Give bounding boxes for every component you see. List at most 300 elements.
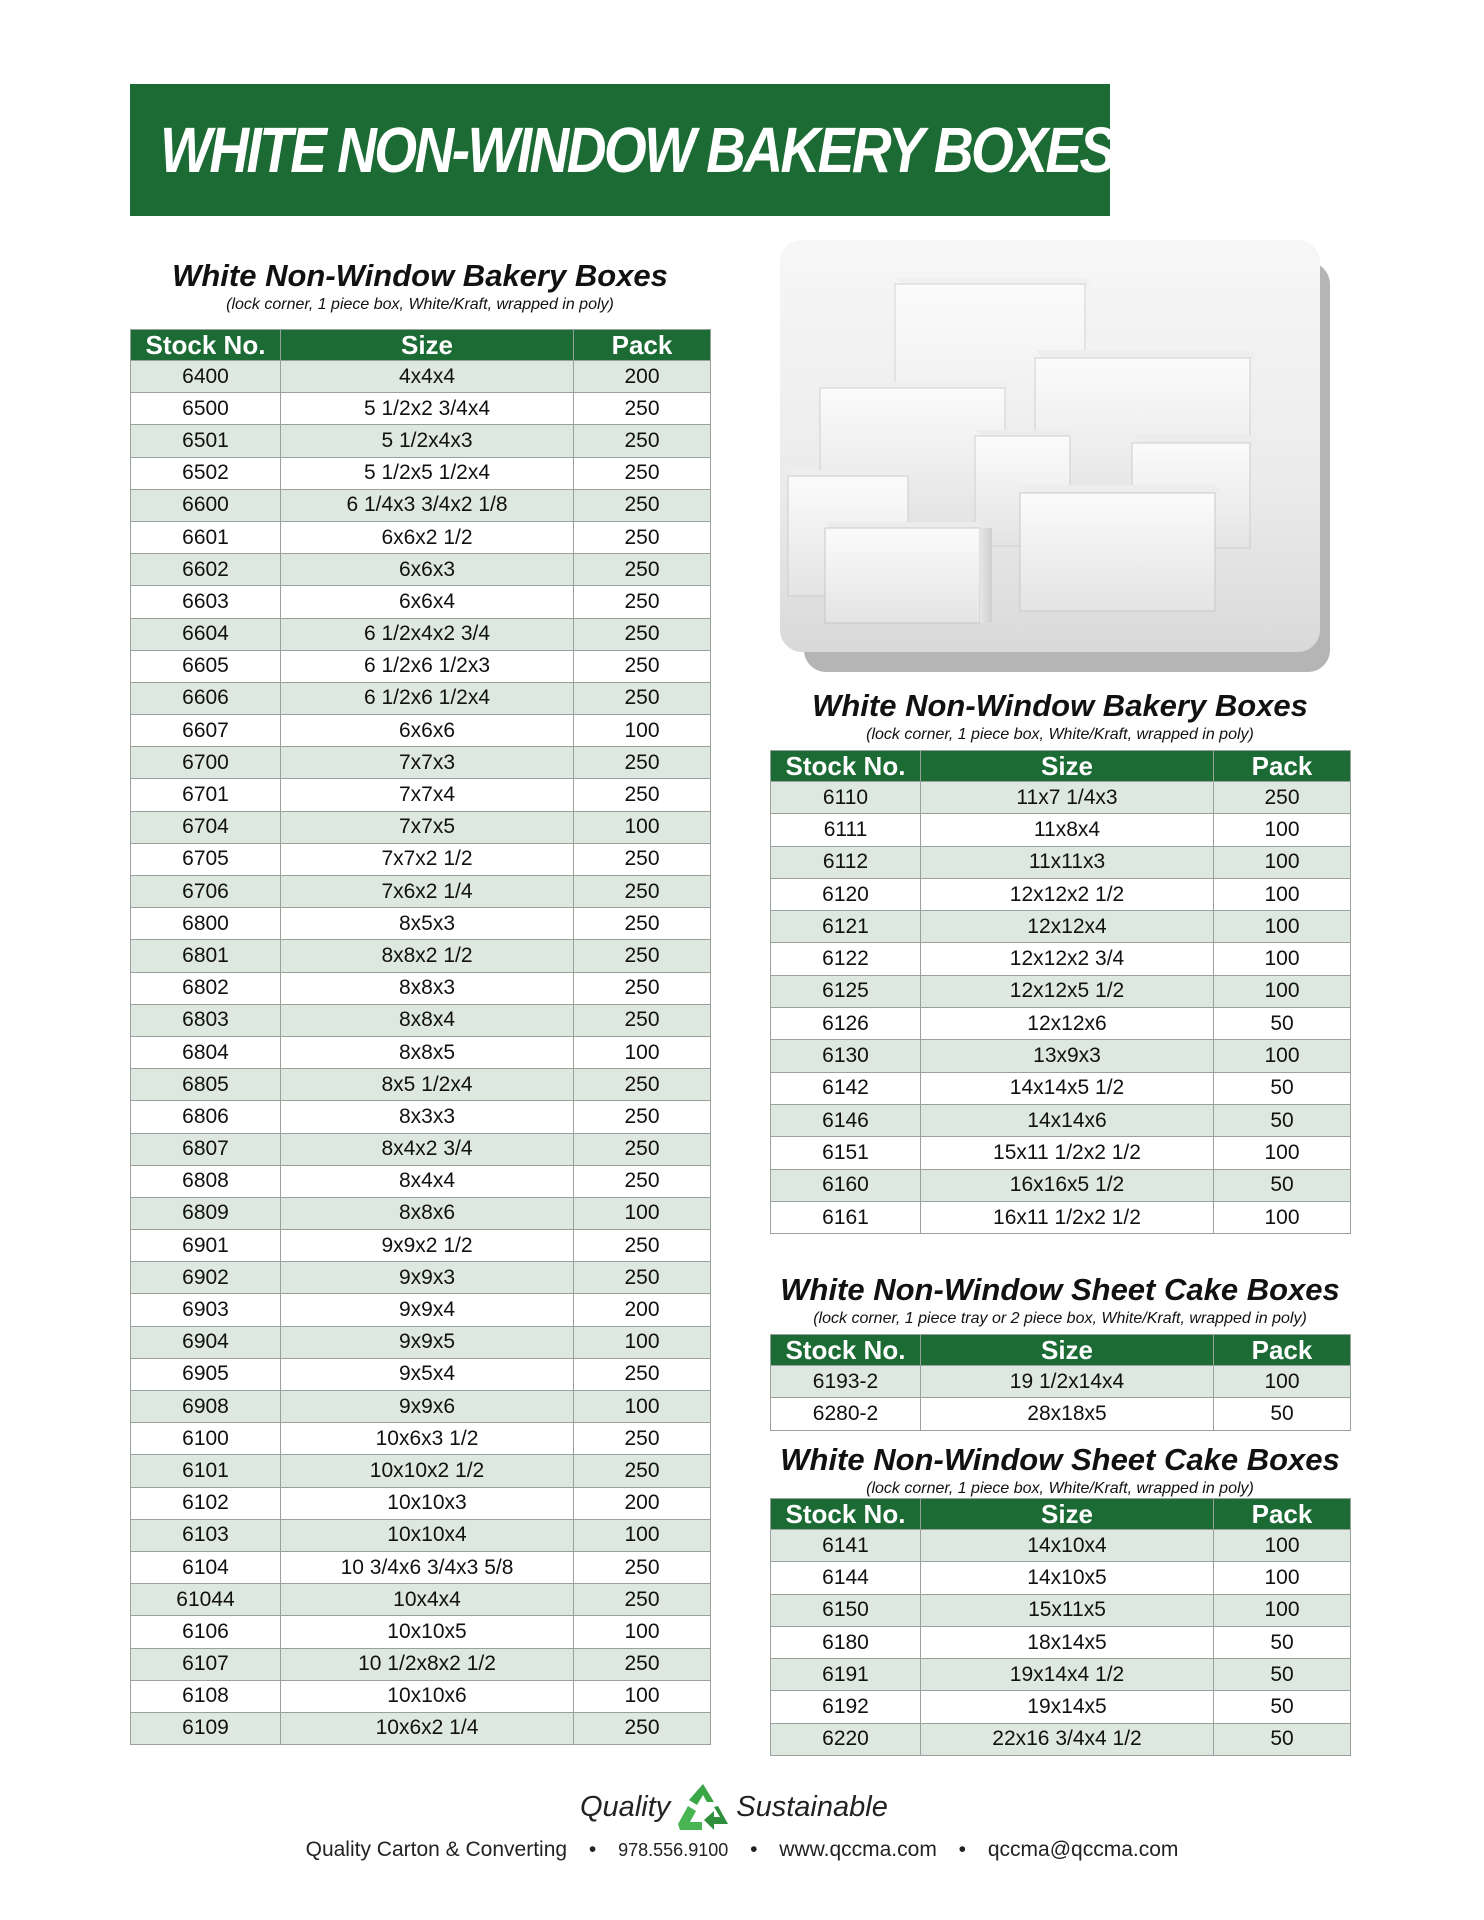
size-cell: 6 1/2x4x2 3/4 xyxy=(281,618,574,650)
pack-cell: 100 xyxy=(574,1391,711,1423)
stock-number-cell: 6809 xyxy=(131,1197,281,1229)
website-link[interactable]: www.qccma.com xyxy=(779,1838,937,1861)
email-link[interactable]: qccma@qccma.com xyxy=(987,1838,1179,1861)
right-section-2 xyxy=(740,1272,1380,1332)
stock-number-cell: 6103 xyxy=(131,1519,281,1551)
pack-cell: 250 xyxy=(574,1133,711,1165)
stock-number-cell: 6804 xyxy=(131,1036,281,1068)
size-cell: 15x11 1/2x2 1/2 xyxy=(921,1137,1214,1169)
size-cell: 11x11x3 xyxy=(921,846,1214,878)
pack-cell: 250 xyxy=(574,1648,711,1680)
stock-number-cell: 6607 xyxy=(131,715,281,747)
size-cell: 10x10x2 1/2 xyxy=(281,1455,574,1487)
stock-number-cell: 6902 xyxy=(131,1262,281,1294)
pack-cell: 100 xyxy=(1214,846,1351,878)
table-row xyxy=(771,1104,1351,1136)
right-product-table-2 xyxy=(770,1334,1351,1431)
size-cell: 8x8x5 xyxy=(281,1036,574,1068)
stock-number-cell: 6130 xyxy=(771,1040,921,1072)
pack-cell: 50 xyxy=(1214,1659,1351,1691)
stock-number-cell: 6601 xyxy=(131,521,281,553)
pack-cell: 250 xyxy=(574,393,711,425)
table-row xyxy=(131,521,711,553)
pack-cell: 250 xyxy=(574,940,711,972)
table-row xyxy=(131,618,711,650)
pack-cell: 250 xyxy=(574,554,711,586)
pack-cell: 50 xyxy=(1214,1723,1351,1755)
table-row xyxy=(131,650,711,682)
stock-number-cell: 6808 xyxy=(131,1165,281,1197)
table-row xyxy=(131,1326,711,1358)
table-row xyxy=(131,586,711,618)
size-cell: 8x5x3 xyxy=(281,908,574,940)
table-row xyxy=(131,811,711,843)
size-cell: 16x11 1/2x2 1/2 xyxy=(921,1201,1214,1233)
pack-cell: 100 xyxy=(1214,1201,1351,1233)
photo-card xyxy=(780,240,1320,652)
size-cell: 14x10x4 xyxy=(921,1530,1214,1562)
table-row xyxy=(771,1594,1351,1626)
pack-cell: 250 xyxy=(574,1551,711,1583)
recycle-icon xyxy=(674,1780,732,1834)
table-row xyxy=(131,1487,711,1519)
size-cell: 4x4x4 xyxy=(281,361,574,393)
pack-cell: 250 xyxy=(574,1262,711,1294)
table-row xyxy=(131,457,711,489)
table-row xyxy=(131,1004,711,1036)
size-cell: 12x12x2 3/4 xyxy=(921,943,1214,975)
size-cell: 12x12x5 1/2 xyxy=(921,975,1214,1007)
left-section xyxy=(130,258,710,318)
stock-number-cell: 6122 xyxy=(771,943,921,975)
pack-cell: 100 xyxy=(574,811,711,843)
table-row xyxy=(131,1197,711,1229)
size-cell: 9x9x5 xyxy=(281,1326,574,1358)
pack-cell: 100 xyxy=(1214,1040,1351,1072)
pack-cell: 50 xyxy=(1214,1072,1351,1104)
pack-cell: 100 xyxy=(574,1519,711,1551)
size-cell: 8x5 1/2x4 xyxy=(281,1069,574,1101)
stock-number-cell: 6400 xyxy=(131,361,281,393)
size-cell: 7x6x2 1/4 xyxy=(281,876,574,908)
size-cell: 7x7x4 xyxy=(281,779,574,811)
table-row xyxy=(771,1530,1351,1562)
size-cell: 19 1/2x14x4 xyxy=(921,1366,1214,1398)
pack-cell: 250 xyxy=(574,908,711,940)
table-row xyxy=(131,425,711,457)
table-row xyxy=(131,1069,711,1101)
pack-cell: 250 xyxy=(574,489,711,521)
pack-cell: 250 xyxy=(574,618,711,650)
stock-number-cell: 6908 xyxy=(131,1391,281,1423)
stock-number-cell: 6706 xyxy=(131,876,281,908)
pack-cell: 250 xyxy=(574,972,711,1004)
pack-cell: 200 xyxy=(574,1487,711,1519)
pack-cell: 250 xyxy=(574,521,711,553)
stock-number-cell: 6100 xyxy=(131,1423,281,1455)
size-cell: 19x14x5 xyxy=(921,1691,1214,1723)
separator-dot: • xyxy=(958,1838,967,1861)
pack-cell: 100 xyxy=(1214,814,1351,846)
column-header: Size xyxy=(281,330,574,361)
size-cell: 7x7x2 1/2 xyxy=(281,843,574,875)
size-cell: 10x10x3 xyxy=(281,1487,574,1519)
pack-cell: 100 xyxy=(574,1680,711,1712)
pack-cell: 250 xyxy=(574,586,711,618)
table-row xyxy=(771,1723,1351,1755)
size-cell: 13x9x3 xyxy=(921,1040,1214,1072)
size-cell: 12x12x4 xyxy=(921,911,1214,943)
pack-cell: 250 xyxy=(574,843,711,875)
pack-cell: 100 xyxy=(1214,1562,1351,1594)
stock-number-cell: 6605 xyxy=(131,650,281,682)
column-header: Size xyxy=(921,1335,1214,1366)
stock-number-cell: 6125 xyxy=(771,975,921,1007)
stock-number-cell: 6160 xyxy=(771,1169,921,1201)
size-cell: 6x6x2 1/2 xyxy=(281,521,574,553)
stock-number-cell: 6700 xyxy=(131,747,281,779)
table-row xyxy=(131,972,711,1004)
table-row xyxy=(771,1366,1351,1398)
stock-number-cell: 6142 xyxy=(771,1072,921,1104)
size-cell: 10 1/2x8x2 1/2 xyxy=(281,1648,574,1680)
size-cell: 9x9x6 xyxy=(281,1391,574,1423)
pack-cell: 250 xyxy=(574,682,711,714)
stock-number-cell: 6102 xyxy=(131,1487,281,1519)
table-row xyxy=(771,1562,1351,1594)
pack-cell: 100 xyxy=(574,1197,711,1229)
pack-cell: 250 xyxy=(574,425,711,457)
left-product-table xyxy=(130,329,711,1745)
size-cell: 8x4x2 3/4 xyxy=(281,1133,574,1165)
phone-number: 978.556.9100 xyxy=(618,1840,729,1860)
pack-cell: 250 xyxy=(574,650,711,682)
stock-number-cell: 6104 xyxy=(131,1551,281,1583)
footer-brand xyxy=(580,1780,920,1834)
stock-number-cell: 6606 xyxy=(131,682,281,714)
right-product-table-1 xyxy=(770,750,1351,1234)
product-photo xyxy=(780,240,1330,672)
table-row xyxy=(131,489,711,521)
table-row xyxy=(131,1230,711,1262)
separator-dot: • xyxy=(588,1838,597,1861)
stock-number-cell: 6106 xyxy=(131,1616,281,1648)
table-row xyxy=(131,908,711,940)
size-cell: 11x7 1/4x3 xyxy=(921,782,1214,814)
stock-number-cell: 6151 xyxy=(771,1137,921,1169)
stock-number-cell: 6146 xyxy=(771,1104,921,1136)
table-row xyxy=(131,1551,711,1583)
column-header: Pack xyxy=(1214,751,1351,782)
table-row xyxy=(771,975,1351,1007)
size-cell: 8x4x4 xyxy=(281,1165,574,1197)
table-row xyxy=(771,1659,1351,1691)
size-cell: 6 1/2x6 1/2x3 xyxy=(281,650,574,682)
column-header: Pack xyxy=(1214,1335,1351,1366)
size-cell: 5 1/2x4x3 xyxy=(281,425,574,457)
table-row xyxy=(131,843,711,875)
size-cell: 11x8x4 xyxy=(921,814,1214,846)
size-cell: 16x16x5 1/2 xyxy=(921,1169,1214,1201)
table-row xyxy=(771,1008,1351,1040)
table-row xyxy=(131,940,711,972)
stock-number-cell: 6704 xyxy=(131,811,281,843)
table-header-row xyxy=(771,1499,1351,1530)
table-row xyxy=(771,1398,1351,1430)
table-row xyxy=(131,715,711,747)
pack-cell: 250 xyxy=(574,779,711,811)
stock-number-cell: 6802 xyxy=(131,972,281,1004)
stock-number-cell: 6101 xyxy=(131,1455,281,1487)
footer-contact xyxy=(0,1838,1484,1862)
title-banner xyxy=(130,84,1114,216)
table-row xyxy=(771,1040,1351,1072)
page-title: WHITE NON-WINDOW BAKERY BOXES xyxy=(160,114,1114,186)
stock-number-cell: 6501 xyxy=(131,425,281,457)
pack-cell: 250 xyxy=(574,457,711,489)
table-row xyxy=(131,779,711,811)
stock-number-cell: 6220 xyxy=(771,1723,921,1755)
stock-number-cell: 6701 xyxy=(131,779,281,811)
stock-number-cell: 6108 xyxy=(131,1680,281,1712)
separator-dot: • xyxy=(750,1838,758,1861)
size-cell: 15x11x5 xyxy=(921,1594,1214,1626)
table-header-row xyxy=(771,751,1351,782)
table-row xyxy=(131,682,711,714)
column-header: Size xyxy=(921,751,1214,782)
table-row xyxy=(131,1294,711,1326)
brand-quality: Quality xyxy=(580,1790,671,1823)
size-cell: 10 3/4x6 3/4x3 5/8 xyxy=(281,1551,574,1583)
column-header: Stock No. xyxy=(771,1499,921,1530)
size-cell: 18x14x5 xyxy=(921,1626,1214,1658)
table-row xyxy=(131,747,711,779)
column-header: Pack xyxy=(1214,1499,1351,1530)
size-cell: 12x12x2 1/2 xyxy=(921,878,1214,910)
table-header-row xyxy=(771,1335,1351,1366)
stock-number-cell: 6141 xyxy=(771,1530,921,1562)
right-product-table-3 xyxy=(770,1498,1351,1756)
pack-cell: 250 xyxy=(574,1423,711,1455)
table-row xyxy=(771,814,1351,846)
table-row xyxy=(131,1648,711,1680)
stock-number-cell: 6191 xyxy=(771,1659,921,1691)
pack-cell: 100 xyxy=(1214,1530,1351,1562)
stock-number-cell: 6126 xyxy=(771,1008,921,1040)
size-cell: 6 1/4x3 3/4x2 1/8 xyxy=(281,489,574,521)
stock-number-cell: 61044 xyxy=(131,1584,281,1616)
stock-number-cell: 6193-2 xyxy=(771,1366,921,1398)
stock-number-cell: 6806 xyxy=(131,1101,281,1133)
stock-number-cell: 6121 xyxy=(771,911,921,943)
table-row xyxy=(131,1519,711,1551)
pack-cell: 200 xyxy=(574,1294,711,1326)
stock-number-cell: 6111 xyxy=(771,814,921,846)
table-row xyxy=(771,878,1351,910)
stock-number-cell: 6144 xyxy=(771,1562,921,1594)
stock-number-cell: 6120 xyxy=(771,878,921,910)
pack-cell: 100 xyxy=(1214,1137,1351,1169)
table-row xyxy=(131,1712,711,1744)
table-row xyxy=(771,1169,1351,1201)
pack-cell: 50 xyxy=(1214,1398,1351,1430)
column-header: Pack xyxy=(574,330,711,361)
pack-cell: 100 xyxy=(574,1036,711,1068)
pack-cell: 250 xyxy=(1214,782,1351,814)
size-cell: 10x10x6 xyxy=(281,1680,574,1712)
pack-cell: 250 xyxy=(574,1101,711,1133)
size-cell: 12x12x6 xyxy=(921,1008,1214,1040)
stock-number-cell: 6705 xyxy=(131,843,281,875)
pack-cell: 100 xyxy=(1214,943,1351,975)
table-row xyxy=(131,1423,711,1455)
stock-number-cell: 6602 xyxy=(131,554,281,586)
right-section-3 xyxy=(740,1442,1380,1502)
table-row xyxy=(131,1262,711,1294)
table-row xyxy=(771,1072,1351,1104)
size-cell: 9x9x4 xyxy=(281,1294,574,1326)
size-cell: 10x10x5 xyxy=(281,1616,574,1648)
table-row xyxy=(131,1036,711,1068)
pack-cell: 250 xyxy=(574,1004,711,1036)
pack-cell: 250 xyxy=(574,1230,711,1262)
stock-number-cell: 6161 xyxy=(771,1201,921,1233)
stock-number-cell: 6904 xyxy=(131,1326,281,1358)
table-row xyxy=(131,1358,711,1390)
size-cell: 14x10x5 xyxy=(921,1562,1214,1594)
size-cell: 6 1/2x6 1/2x4 xyxy=(281,682,574,714)
stock-number-cell: 6801 xyxy=(131,940,281,972)
size-cell: 10x6x2 1/4 xyxy=(281,1712,574,1744)
right-section-2-title: White Non-Window Sheet Cake Boxes xyxy=(780,1272,1340,1307)
pack-cell: 50 xyxy=(1214,1104,1351,1136)
table-row xyxy=(131,1165,711,1197)
table-row xyxy=(131,1391,711,1423)
table-row xyxy=(131,1616,711,1648)
stock-number-cell: 6600 xyxy=(131,489,281,521)
table-header-row xyxy=(131,330,711,361)
size-cell: 8x8x4 xyxy=(281,1004,574,1036)
pack-cell: 250 xyxy=(574,747,711,779)
white-boxes-illustration xyxy=(780,240,1320,652)
pack-cell: 250 xyxy=(574,1584,711,1616)
size-cell: 19x14x4 1/2 xyxy=(921,1659,1214,1691)
table-row xyxy=(131,393,711,425)
stock-number-cell: 6604 xyxy=(131,618,281,650)
pack-cell: 250 xyxy=(574,1455,711,1487)
pack-cell: 250 xyxy=(574,1069,711,1101)
pack-cell: 250 xyxy=(574,876,711,908)
table-row xyxy=(131,1455,711,1487)
right-section-1-title: White Non-Window Bakery Boxes xyxy=(812,688,1308,723)
stock-number-cell: 6901 xyxy=(131,1230,281,1262)
stock-number-cell: 6107 xyxy=(131,1648,281,1680)
right-section-2-subtitle: (lock corner, 1 piece tray or 2 piece box, White/Kraft, wrapped in poly) xyxy=(813,1310,1307,1327)
column-header: Stock No. xyxy=(131,330,281,361)
pack-cell: 250 xyxy=(574,1712,711,1744)
stock-number-cell: 6110 xyxy=(771,782,921,814)
pack-cell: 100 xyxy=(1214,1594,1351,1626)
size-cell: 7x7x5 xyxy=(281,811,574,843)
stock-number-cell: 6800 xyxy=(131,908,281,940)
stock-number-cell: 6805 xyxy=(131,1069,281,1101)
table-row xyxy=(771,782,1351,814)
stock-number-cell: 6803 xyxy=(131,1004,281,1036)
table-row xyxy=(131,876,711,908)
pack-cell: 50 xyxy=(1214,1169,1351,1201)
pack-cell: 100 xyxy=(574,715,711,747)
size-cell: 10x6x3 1/2 xyxy=(281,1423,574,1455)
brand-sustainable: Sustainable xyxy=(736,1790,888,1823)
column-header: Size xyxy=(921,1499,1214,1530)
size-cell: 5 1/2x5 1/2x4 xyxy=(281,457,574,489)
size-cell: 6x6x6 xyxy=(281,715,574,747)
company-name: Quality Carton & Converting xyxy=(305,1838,568,1861)
right-section-1-subtitle: (lock corner, 1 piece box, White/Kraft, wrapped in poly) xyxy=(866,726,1254,743)
stock-number-cell: 6192 xyxy=(771,1691,921,1723)
table-row xyxy=(771,1691,1351,1723)
right-section-3-title: White Non-Window Sheet Cake Boxes xyxy=(780,1442,1340,1477)
pack-cell: 250 xyxy=(574,1358,711,1390)
table-row xyxy=(771,1137,1351,1169)
table-row xyxy=(771,1626,1351,1658)
table-row xyxy=(131,1680,711,1712)
size-cell: 14x14x6 xyxy=(921,1104,1214,1136)
size-cell: 6x6x4 xyxy=(281,586,574,618)
right-section-3-subtitle: (lock corner, 1 piece box, White/Kraft, wrapped in poly) xyxy=(866,1480,1254,1497)
size-cell: 8x8x3 xyxy=(281,972,574,1004)
right-section-1 xyxy=(770,688,1350,748)
table-row xyxy=(771,846,1351,878)
size-cell: 7x7x3 xyxy=(281,747,574,779)
pack-cell: 100 xyxy=(574,1326,711,1358)
left-section-title: White Non-Window Bakery Boxes xyxy=(172,258,668,293)
size-cell: 9x9x2 1/2 xyxy=(281,1230,574,1262)
size-cell: 8x8x2 1/2 xyxy=(281,940,574,972)
pack-cell: 200 xyxy=(574,361,711,393)
stock-number-cell: 6150 xyxy=(771,1594,921,1626)
size-cell: 5 1/2x2 3/4x4 xyxy=(281,393,574,425)
pack-cell: 250 xyxy=(574,1165,711,1197)
pack-cell: 100 xyxy=(1214,878,1351,910)
column-header: Stock No. xyxy=(771,751,921,782)
size-cell: 9x9x3 xyxy=(281,1262,574,1294)
table-row xyxy=(131,1101,711,1133)
stock-number-cell: 6502 xyxy=(131,457,281,489)
pack-cell: 100 xyxy=(574,1616,711,1648)
table-row xyxy=(771,911,1351,943)
stock-number-cell: 6905 xyxy=(131,1358,281,1390)
pack-cell: 50 xyxy=(1214,1626,1351,1658)
size-cell: 10x4x4 xyxy=(281,1584,574,1616)
stock-number-cell: 6280-2 xyxy=(771,1398,921,1430)
table-row xyxy=(131,1584,711,1616)
pack-cell: 100 xyxy=(1214,975,1351,1007)
size-cell: 6x6x3 xyxy=(281,554,574,586)
stock-number-cell: 6903 xyxy=(131,1294,281,1326)
size-cell: 22x16 3/4x4 1/2 xyxy=(921,1723,1214,1755)
table-row xyxy=(131,1133,711,1165)
stock-number-cell: 6112 xyxy=(771,846,921,878)
table-row xyxy=(131,554,711,586)
size-cell: 8x3x3 xyxy=(281,1101,574,1133)
size-cell: 8x8x6 xyxy=(281,1197,574,1229)
size-cell: 10x10x4 xyxy=(281,1519,574,1551)
size-cell: 28x18x5 xyxy=(921,1398,1214,1430)
table-row xyxy=(771,943,1351,975)
size-cell: 9x5x4 xyxy=(281,1358,574,1390)
pack-cell: 100 xyxy=(1214,911,1351,943)
